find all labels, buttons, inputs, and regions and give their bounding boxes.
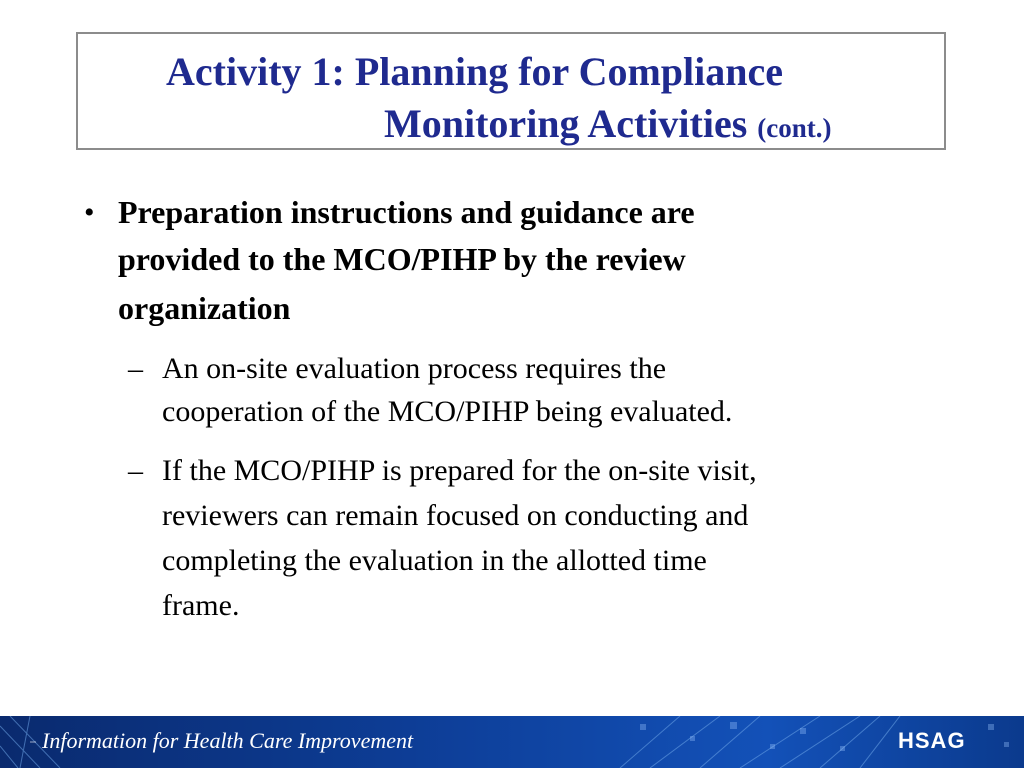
footer-banner [0, 716, 1024, 768]
subbullet-marker-2: – [128, 454, 143, 487]
footer-tagline: Information for Health Care Improvement [42, 728, 414, 753]
slide-title-line-1: Activity 1: Planning for Compliance [166, 49, 784, 94]
bullet-line-2: provided to the MCO/PIHP by the review [118, 241, 686, 277]
subbullet-2-line-1: If the MCO/PIHP is prepared for the on-site visit, [162, 454, 757, 487]
slide-title-line-2 [384, 101, 832, 146]
title-box [76, 32, 946, 150]
subbullet-2-line-4: frame. [162, 589, 240, 622]
subbullet-1-line-2: cooperation of the MCO/PIHP being evaluated. [162, 395, 733, 428]
slide-title-suffix: (cont.) [757, 113, 832, 143]
subbullet-2-line-3: completing the evaluation in the allotted time [162, 544, 707, 577]
bullet-marker: • [84, 196, 95, 229]
subbullet-marker-1: – [128, 352, 143, 385]
slide-title-main: Monitoring Activities [384, 101, 748, 146]
hsag-logo: HSAG [898, 728, 966, 753]
bullet-line-1: Preparation instructions and guidance are [118, 194, 695, 230]
bullet-line-3: organization [118, 290, 291, 326]
subbullet-1-line-1: An on-site evaluation process requires the [162, 352, 667, 385]
subbullet-2-line-2: reviewers can remain focused on conducting and [162, 499, 749, 532]
